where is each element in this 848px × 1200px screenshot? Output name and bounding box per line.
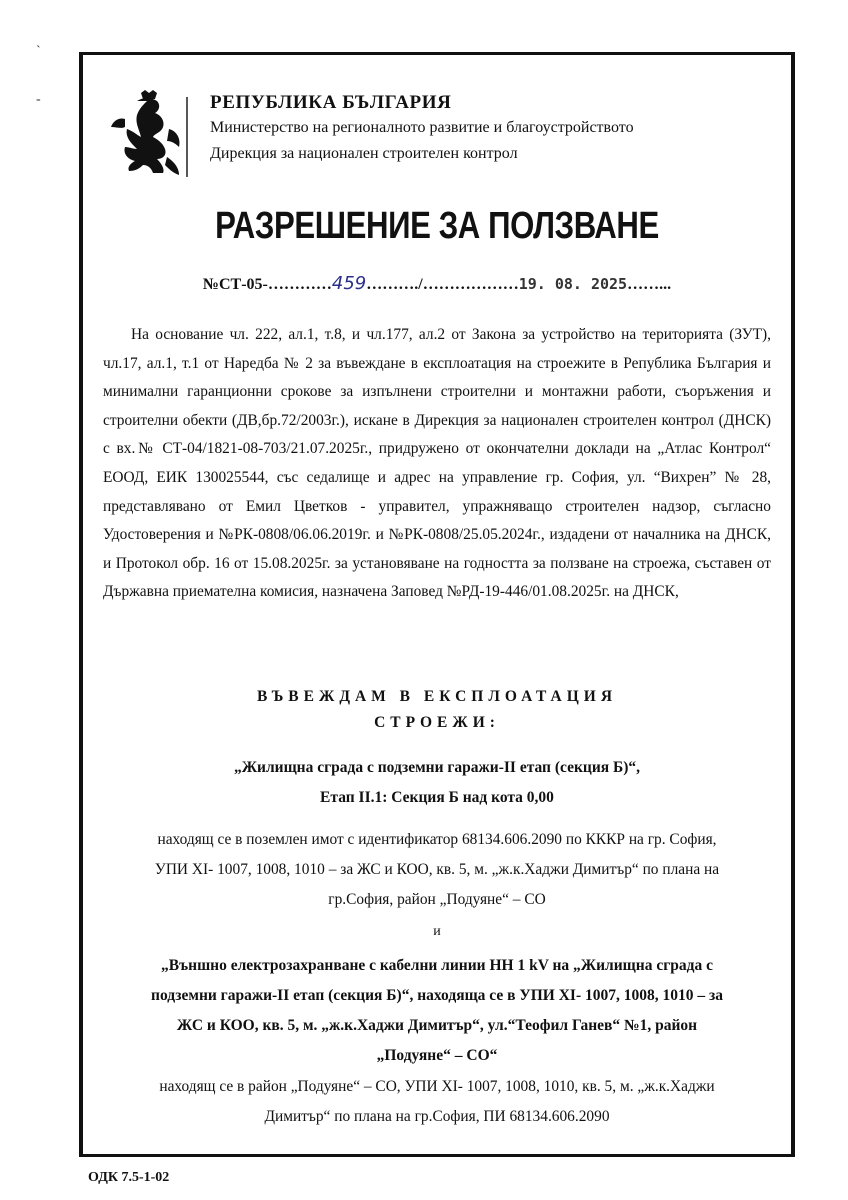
object-2-line: ЖС и КОО, кв. 5, м. „ж.к.Хаджи Димитър“, ул.“Теофил Ганев“ №1, район: [176, 1017, 698, 1034]
object-1-stage: Етап II.1: Секция Б над кота 0,00: [320, 789, 554, 806]
location-line: гр.София, район „Подуяне“ – СО: [328, 891, 546, 908]
ministry-name: Министерство на регионалното развитие и благоустройството: [210, 119, 634, 136]
permit-date: 19. 08. 2025: [518, 275, 628, 293]
permit-dots: ……...: [627, 276, 672, 293]
permit-prefix: №СТ-05-: [202, 276, 268, 293]
object-1-block: [83, 753, 791, 813]
location-line: Димитър“ по плана на гр.София, ПИ 68134.606.2090: [264, 1108, 610, 1125]
object-2-line: „Подуяне“ – СО“: [376, 1047, 498, 1064]
object-1-name: „Жилищна сграда с подземни гаражи-II етап (секция Б)“,: [233, 759, 641, 776]
commission-line-2: СТРОЕЖИ:: [374, 714, 500, 731]
form-code: ОДК 7.5-1-02: [88, 1170, 170, 1185]
object-2-line: подземни гаражи-II етап (секция Б)“, находяща се в УПИ XI- 1007, 1008, 1010 – за: [151, 987, 723, 1004]
object-2-block: [83, 951, 791, 1071]
document-title: РАЗРЕШЕНИЕ ЗА ПОЛЗВАНЕ: [215, 205, 659, 247]
location-line: находящ се в район „Подуяне“ – СО, УПИ XI- 1007, 1008, 1010, кв. 5, м. „ж.к.Хаджи: [159, 1078, 715, 1095]
document-frame: [79, 52, 795, 1157]
conjunction: и: [433, 924, 441, 939]
directorate-name: Дирекция за национален строителен контрол: [210, 145, 518, 162]
permit-dots: …………: [267, 276, 332, 293]
basis-paragraph: На основание чл. 222, ал.1, т.8, и чл.177, ал.2 от Закона за устройство на територията (ЗУТ), чл.17, ал.1, т.1 от Наредба № 2 за въвеждане в експлоатация на строежите в Република България и минимални гаранционни срокове за изпълнени строителни и монтажни работи, съоръжения и строителни обекти (ДВ,бр.72/2003г.), искане в Дирекция за национален строителен контрол (ДНСК) с вх.№ СТ-04/1821-08-703/21.07.2025г., придружено от окончателни доклади на „Атлас Контрол“ ЕООД, ЕИК 130025544, със седалище и адрес на управление гр. София, ул. “Вихрен” № 28, представлявано от Емил Цветков - управител, упражняващо строителен надзор, съгласно Удостоверения и №РК-0808/06.06.2019г. и №РК-0808/25.05.2024г., издадени от началника на ДНСК, и Протокол обр. 16 от 15.08.2025г. за установяване на годността за ползване на строежа, съставен от Държавна приемателна комисия, назначена Заповед №РД-19-446/01.08.2025г. на ДНСК,: [103, 326, 771, 601]
object-2-location: [83, 1072, 791, 1132]
object-2-line: „Външно електрозахранване с кабелни линии НН 1 kV на „Жилищна сграда с: [161, 957, 713, 974]
permit-number: 459: [331, 273, 367, 294]
republic-name: РЕПУБЛИКА БЪЛГАРИЯ: [210, 92, 452, 113]
location-line: находящ се в поземлен имот с идентификатор 68134.606.2090 по КККР на гр. София,: [157, 831, 717, 848]
scan-mark: ˋ: [36, 44, 41, 59]
lion-coat-of-arms-icon: [107, 89, 193, 179]
commission-heading: [83, 683, 791, 735]
permit-dots: ………./………………: [366, 276, 519, 293]
location-line: УПИ XI- 1007, 1008, 1010 – за ЖС и КОО, кв. 5, м. „ж.к.Хаджи Димитър“ по плана на: [154, 861, 720, 878]
header-block: [210, 91, 770, 167]
scan-mark: -: [36, 92, 41, 107]
permit-number-line: [83, 273, 791, 294]
object-1-location: [83, 825, 791, 915]
commission-line-1: ВЪВЕЖДАМ В ЕКСПЛОАТАЦИЯ: [256, 688, 618, 705]
